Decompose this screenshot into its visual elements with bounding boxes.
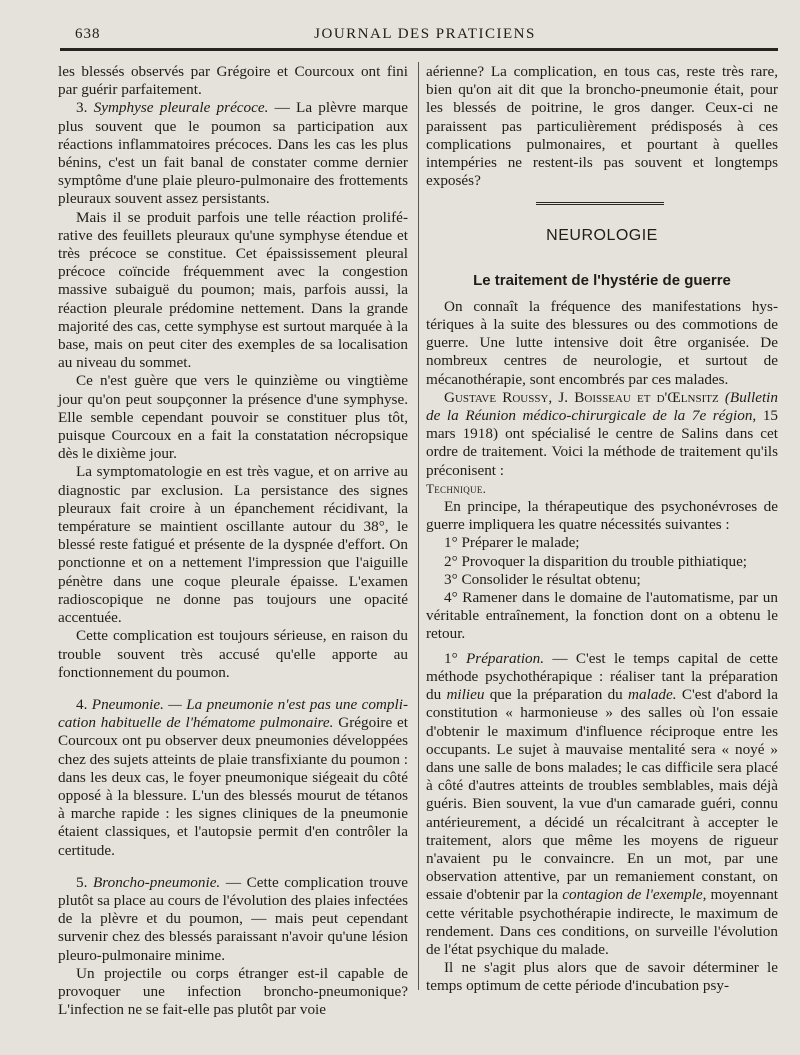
authors: Gustave Roussy, J. Boisseau et d'Œlnsitz	[444, 388, 719, 406]
section-4-paragraph	[58, 696, 408, 860]
page-number: 638	[75, 26, 101, 42]
section-text: — Cette complication trouve plutôt sa place au cours de l'évolution des plaies infectées de la plèvre et du poumon, — mais peut cependant survenir chez des blessés paraissant n'avoir qu'une lésion pleuro-pulmonaire minime.	[58, 873, 408, 964]
section-3-paragraph	[58, 99, 408, 208]
paragraph: aérienne? La complication, en tous cas, reste très rare, bien qu'on ait dit que la broncho-pneumonie était, pour les blessés de poitrine, le gros danger. Ceux-ci ne paraissent pas particulièrement prédisposés à ces complications pulmonaires, et pourtant à quelles intempéries ne restent-ils pas souvent et longtemps exposés?	[426, 63, 778, 190]
paragraph: On connaît la fréquence des manifestations hystériques à la suite des blessures ou des commotions de guerre. Une lutte intensive doit être organisée. De nombreux centres de neurologie, et surtout de mécanothérapie, sont encombrés par ces malades.	[426, 297, 778, 388]
section-heading: NEUROLOGIE	[546, 227, 658, 245]
citation-text: 15 mars 1918) ont spécialisé le centre de Salins dans cet ordre de traitement. Voici la méthode de traitement qu'ils préconisent :	[426, 407, 779, 479]
header-rule	[60, 48, 778, 51]
section-number: 4.	[76, 695, 92, 713]
subheading-technique: Technique.	[426, 480, 487, 496]
list-item: 1° Préparer le malade;	[444, 534, 580, 552]
emphasis: contagion de l'exemple,	[562, 886, 707, 904]
text: que la préparation du	[484, 686, 629, 704]
page-header	[75, 20, 775, 46]
list-item: 4° Ramener dans le domaine de l'automatisme, par un véritable entraînement, la fonction dont on a obtenu le retour.	[426, 589, 778, 643]
emphasis: milieu	[446, 686, 485, 704]
paragraph: les blessés observés par Grégoire et Courcoux ont fini par guérir parfaitement.	[58, 63, 408, 99]
text: C'est d'abord la constitution « harmonieuse » des salles où l'on essaie d'obtenir le maximum d'influence réciproque entre les occupants. Le sujet à mauvaise mentalité sera « noyé » dans une salle de bons malades; le cas difficile sera placé à côté d'autres atteints de troubles semblables, mais déjà guéris. Bien souvent, la vue d'un camarade guéri, connu antérieurement, a décidé un récalcitrant à accepter le traitement, alors que même les moyens de rigueur n'avaient pu le convaincre. En un mot, par une observation attentive, par un remaniement constant, on essaie d'obtenir par la	[426, 686, 778, 904]
section-title: Broncho-pneumonie.	[93, 873, 221, 891]
preparation-paragraph	[426, 650, 778, 959]
section-number: 5.	[76, 873, 93, 891]
item-number: 1°	[444, 649, 466, 667]
journal-title: JOURNAL DES PRATICIENS	[314, 26, 536, 42]
section-5-paragraph	[58, 874, 408, 965]
item-title: Préparation.	[466, 649, 545, 667]
section-text: — La plèvre marque plus souvent que le poumon sa participation aux réactions inflammatoires précoces. Dans les cas les plus bénins, c'est un fait banal de constater comme dernier symptôme d'une plaie pleuro-pulmonaire des frottements pleuraux souvent assez persistants.	[58, 99, 408, 208]
paragraph: Ce n'est guère que vers le quinzième ou vingtième jour qu'on peut soupçonner la présence d'une symphyse. Elle semble cependant pouvoir se constituer plus tôt, puisque Courcoux en a fait la constatation nécropsique dès le dixième jour.	[58, 372, 408, 463]
citation-paragraph	[426, 389, 778, 480]
article-title: Le traitement de l'hystérie de guerre	[473, 271, 731, 289]
section-title: Pneumonie. — La pneumonie n'est pas une complication habituelle de l'hématome pulmonaire.	[58, 695, 408, 732]
section-title: Symphyse pleurale précoce.	[93, 99, 269, 117]
paragraph: En principe, la thérapeutique des psychonévroses de guerre impliquera les quatre nécessités suivantes :	[426, 498, 778, 534]
list-item: 3° Consolider le résultat obtenu;	[444, 570, 641, 588]
list-item: 2° Provoquer la disparition du trouble pithiatique;	[444, 552, 748, 570]
paragraph: Il ne s'agit plus alors que de savoir déterminer le temps optimum de cette période d'incubation psy-	[426, 959, 778, 995]
section-number: 3.	[76, 99, 94, 117]
left-column	[58, 63, 408, 1019]
paragraph: La symptomatologie en est très vague, et on arrive au diagnostic par exclusion. La persistance des signes pleuraux fait croire à un épanchement récidivant, la température se maintient oscillante autour du 38°, le blessé reste fatigué et présente de la dyspnée d'effort. On ponctionne et on a nettement l'impression que l'aiguille pénètre dans une coque pleurale épaisse. L'examen radioscopique ne donne pas toujours une opacité accentuée.	[58, 463, 408, 627]
source: (Bulletin de la Réunion médico-chirurgicale de la 7e région,	[426, 388, 779, 425]
section-text: Grégoire et Courcoux ont pu observer deux pneumonies développées chez des sujets atteints de plaie transfixiante du poumon : dans les deux cas, le foyer pneumonique siégeait du côté opposé à la blessure. L'un des blessés mourut de tétanos à marche rapide : les signes cliniques de la pneumonie étaient classiques, et l'autopsie permit d'en contrôler la certitude.	[58, 714, 408, 859]
paragraph: Mais il se produit parfois une telle réaction proliférative des feuillets pleuraux qu'une symphyse étendue et très précoce se constitue. Cet épaississement pleural précoce coïncide fréquemment avec la congestion massive subaiguë du poumon; mais, parfois aussi, la réaction pleurale prédomine nettement. Dans la grande majorité des cas, cette symphyse est surtout marquée à la base, mais on peut citer des exemples de sa localisation au niveau du sommet.	[58, 208, 408, 372]
emphasis: malade.	[628, 686, 677, 704]
right-column	[426, 63, 778, 996]
text: — C'est le temps capital de cette méthode psychothérapique : réaliser tant la préparation du	[426, 649, 778, 704]
column-divider	[418, 62, 419, 990]
paragraph: Cette complication est toujours sérieuse, en raison du trouble souvent très accusé qu'elle apporte au fonctionnement du poumon.	[58, 627, 408, 681]
double-rule	[536, 202, 664, 209]
paragraph: Un projectile ou corps étranger est-il capable de provoquer une infection broncho-pneumonique? L'infection ne se fait-elle pas plutôt par voie	[58, 964, 408, 1019]
text: moyennant cette véritable psychothérapie indirecte, le maximum de rendement. Dans ces conditions, on surveille l'évolution de l'état psychique du malade.	[426, 886, 779, 958]
